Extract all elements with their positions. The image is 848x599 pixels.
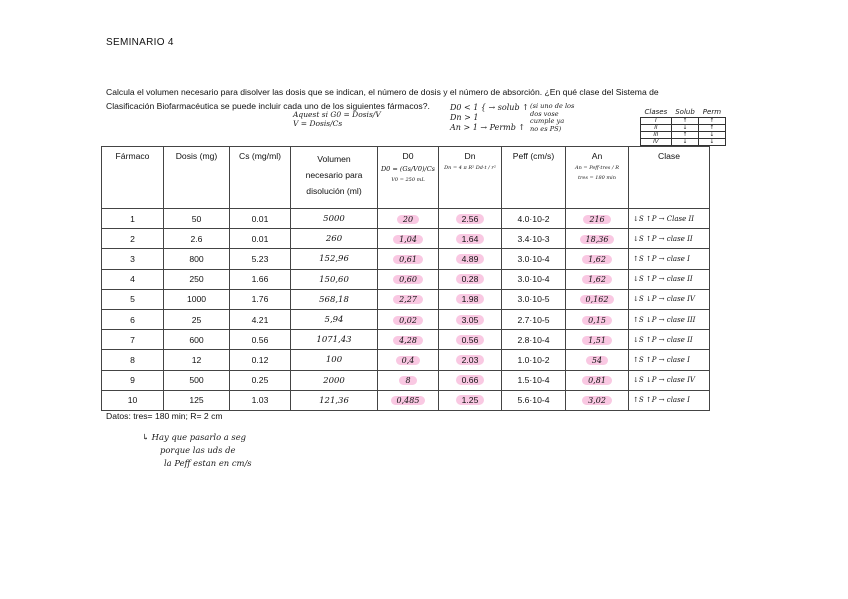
handwritten-note-aside [530,103,574,133]
cell-cs [230,229,291,249]
cell-cs-value: 1.03 [251,395,269,406]
dn-formula: Dn = 4 π R² Dd·t / r² [444,165,496,171]
cell-volumen [291,209,378,229]
cell-dn-value: 0.66 [456,375,485,385]
header-label: necesario para [305,170,363,180]
cell-peff-value: 3.0·10-4 [517,274,550,285]
cell-dosis-value: 600 [189,334,204,345]
cell-clase [629,330,710,350]
cell-peff-value: 3.0·10-4 [517,253,550,264]
note-line: dos vose [530,109,559,118]
cell-an [566,229,629,249]
header-label: Dn [464,151,476,161]
cell-cs [230,209,291,229]
cell-dn [439,350,502,370]
cell-cs-value: 5.23 [251,253,269,264]
cell-volumen-value: 5,94 [324,315,344,326]
cell-cs-value: 4.21 [251,314,269,325]
cell-farmaco [102,269,164,289]
note-line: cumple ya [530,117,565,125]
note-line: porque las uds de [160,445,236,455]
cell-peff-value: 4.0·10-2 [517,213,550,224]
cell-cs [230,330,291,350]
note-line: Aquest si G0 = Dosis/V [293,110,381,119]
cell-dosis [164,229,230,249]
cell-dosis [164,269,230,289]
cell-peff [502,209,566,229]
handwritten-note-volume [293,110,381,128]
cell-dosis [164,350,230,370]
cell-dosis-value: 1000 [186,294,207,305]
cell-clase-value: ↓S ↑P → clase II [633,234,693,243]
cell-dosis-value: 250 [189,274,204,285]
cell-peff [502,390,566,410]
cell-peff-value: 2.8·10-4 [517,334,550,345]
cell-an [566,370,629,390]
cell-clase [629,209,710,229]
table-row [102,390,710,410]
note-line: la Peff estan en cm/s [164,458,252,468]
drug-table [101,146,710,411]
cell-an-value: 1,62 [582,275,612,284]
cell-farmaco-value: 7 [130,334,135,345]
cell-dosis [164,330,230,350]
cell-farmaco [102,370,164,390]
cell-peff [502,370,566,390]
cell-peff [502,309,566,329]
cell-cs-value: 0.01 [251,213,269,224]
cell-d0-value: 0,60 [393,275,423,284]
cell-d0 [378,269,439,289]
cell-volumen-value: 152,96 [319,254,349,265]
note-line: An > 1 → Permb ↑ [450,123,526,132]
cell-peff-value: 5.6·10-4 [517,395,550,406]
cell-clase-value: ↑S ↑P → clase I [633,254,690,263]
cell-dosis-value: 12 [191,354,202,365]
mini-cell: ↑ [671,132,699,139]
cell-dn-value: 3.05 [456,315,485,325]
header-label: Dosis (mg) [175,151,218,161]
cell-volumen-value: 568,18 [319,294,349,305]
mini-cell: ↑ [699,118,725,125]
table-row [102,309,710,329]
cell-farmaco [102,249,164,269]
cell-cs [230,289,291,309]
cell-an [566,209,629,229]
handwritten-units-note [142,431,252,470]
cell-farmaco [102,309,164,329]
cell-peff [502,289,566,309]
cell-volumen [291,309,378,329]
v0-formula: V0 = 250 mL [391,177,425,183]
cell-clase [629,289,710,309]
cell-dosis-value: 500 [189,375,204,386]
col-header-peff [502,147,566,209]
cell-an [566,390,629,410]
statement-line-2: Clasificación Biofarmacéutica se puede incluir cada uno de los siguientes fármacos?. [106,100,430,111]
cell-farmaco [102,229,164,249]
cell-cs-value: 0.01 [251,233,269,244]
table-row [102,370,710,390]
cell-peff [502,229,566,249]
cell-d0-value: 1,04 [393,235,423,244]
cell-d0-value: 0,4 [396,356,421,365]
cell-dosis-value: 800 [189,253,204,264]
cell-cs [230,269,291,289]
mini-cell: I [641,118,672,125]
cell-d0-value: 4,28 [393,336,423,345]
cell-dn [439,269,502,289]
cell-dosis [164,390,230,410]
cell-farmaco [102,209,164,229]
cell-clase [629,390,710,410]
cell-dosis-value: 25 [191,314,202,325]
mini-cell: ↑ [699,125,725,132]
cell-cs [230,249,291,269]
cell-farmaco-value: 10 [127,395,138,406]
cell-volumen-value: 1071,43 [316,335,352,346]
cell-farmaco-value: 2 [130,233,135,244]
table-row [102,209,710,229]
cell-dn [439,370,502,390]
cell-d0 [378,209,439,229]
header-label: Peff (cm/s) [512,151,555,161]
an-formula: An = Peff·tres / R [575,165,619,171]
cell-clase [629,309,710,329]
note-line: D0 < 1 { → solub ↑ [450,103,529,112]
cell-peff [502,249,566,269]
d0-formula: D0 = (Gs/V0)/Cs [380,165,436,173]
cell-dn [439,209,502,229]
cell-peff [502,350,566,370]
cell-peff [502,269,566,289]
table-row [102,350,710,370]
cell-clase-value: ↓S ↑P → Clase II [633,214,695,223]
cell-dn-value: 2.03 [456,355,485,365]
cell-volumen [291,249,378,269]
cell-dosis-value: 50 [191,213,202,224]
cell-an-value: 18,36 [580,235,615,244]
note-line: Dn > 1 [450,113,479,122]
cell-an [566,269,629,289]
cell-farmaco [102,390,164,410]
cell-cs-value: 0.25 [251,375,269,386]
cell-dn [439,289,502,309]
cell-clase-value: ↓S ↑P → clase II [633,335,693,344]
cell-dosis [164,209,230,229]
header-label: Cs (mg/ml) [238,151,281,161]
cell-dn-value: 0.56 [456,335,485,345]
cell-dn [439,249,502,269]
cell-dn-value: 0.28 [456,274,485,284]
cell-cs [230,309,291,329]
cell-dn-value: 1.25 [456,395,485,405]
cell-farmaco [102,289,164,309]
cell-peff-value: 3.4·10-3 [517,233,550,244]
header-label: Clase [658,151,680,161]
cell-d0-value: 0,02 [393,316,423,325]
cell-d0-value: 8 [399,376,416,385]
cell-cs [230,350,291,370]
cell-an-value: 1,51 [582,336,612,345]
cell-volumen [291,350,378,370]
cell-dosis [164,309,230,329]
cell-cs-value: 1.76 [251,294,269,305]
cell-clase-value: ↓S ↓P → clase IV [633,295,695,304]
mini-cell: ↓ [699,132,725,139]
cell-an [566,350,629,370]
header-label: disolución (ml) [306,186,362,196]
cell-farmaco-value: 1 [130,213,135,224]
mini-cell: ↑ [671,118,699,125]
table-row [102,330,710,350]
cell-dn [439,330,502,350]
table-row [102,229,710,249]
cell-dosis [164,370,230,390]
mini-cell: II [641,125,672,132]
mini-header: Clases [644,108,668,116]
cell-an-value: 54 [586,356,608,365]
mini-cell: III [641,132,672,139]
cell-volumen [291,330,378,350]
table-row [102,289,710,309]
col-header-dosis [164,147,230,209]
cell-volumen [291,289,378,309]
col-header-an [566,147,629,209]
tres-formula: tres = 180 min [578,175,616,181]
cell-dn-value: 2.56 [456,214,485,224]
cell-dosis [164,289,230,309]
cell-volumen-value: 150,60 [319,274,349,285]
mini-cell: ↓ [699,139,725,146]
cell-dn [439,390,502,410]
cell-peff-value: 2.7·10-5 [517,314,550,325]
cell-cs [230,390,291,410]
note-line: (si uno de los [530,102,575,110]
table-row [102,269,710,289]
cell-peff-value: 1.0·10-2 [517,354,550,365]
cell-dosis-value: 2.6 [190,233,203,244]
cell-d0 [378,309,439,329]
cell-cs-value: 1.66 [251,274,269,285]
header-label: An [591,151,603,161]
cell-d0-value: 0,61 [393,255,423,264]
cell-an-value: 0,15 [582,316,612,325]
cell-d0-value: 2,27 [393,295,423,304]
cell-farmaco [102,330,164,350]
cell-d0-value: 0,485 [391,396,426,405]
mini-cell: ↓ [671,139,699,146]
note-line: ↳ Hay que pasarlo a seg [142,432,247,442]
cell-clase [629,269,710,289]
cell-volumen-value: 260 [325,234,343,245]
col-header-volumen [291,147,378,209]
table-row [102,249,710,269]
cell-an-value: 1,62 [582,255,612,264]
cell-an [566,249,629,269]
cell-dosis [164,249,230,269]
table-header-row [102,147,710,209]
cell-clase [629,249,710,269]
col-header-dn [439,147,502,209]
cell-volumen-value: 100 [325,355,343,366]
cell-peff [502,330,566,350]
cell-dn-value: 1.98 [456,294,485,304]
cell-an [566,330,629,350]
cell-clase [629,229,710,249]
mini-cell: ↓ [671,125,699,132]
cell-clase-value: ↑S ↓P → clase III [633,315,696,324]
cell-clase-value: ↓S ↑P → clase II [633,275,693,284]
cell-farmaco-value: 5 [130,294,135,305]
note-line: no es PS) [530,124,562,133]
mini-cell: IV [641,139,672,146]
cell-an [566,309,629,329]
cell-d0 [378,249,439,269]
cell-farmaco-value: 3 [130,253,135,264]
cell-cs-value: 0.12 [251,354,269,365]
cell-volumen-value: 121,36 [319,395,349,406]
cell-clase [629,370,710,390]
mini-header: Perm [702,108,722,116]
bcs-class-mini-table [640,109,726,146]
cell-d0 [378,350,439,370]
header-label: D0 [402,151,414,161]
cell-clase-value: ↓S ↓P → clase IV [633,376,695,385]
cell-farmaco-value: 9 [130,375,135,386]
cell-peff-value: 1.5·10-4 [517,375,550,386]
cell-peff-value: 3.0·10-5 [517,294,550,305]
note-line: V = Dosis/Cs [293,119,343,128]
cell-dn-value: 1.64 [456,234,485,244]
header-label: Volumen [317,154,351,164]
cell-farmaco-value: 4 [130,274,135,285]
cell-clase [629,350,710,370]
col-header-cs [230,147,291,209]
col-header-d0 [378,147,439,209]
cell-volumen-value: 2000 [323,375,345,386]
data-note: Datos: tres= 180 min; R= 2 cm [106,411,223,421]
cell-an-value: 3,02 [582,396,612,405]
cell-d0 [378,370,439,390]
cell-dn [439,229,502,249]
cell-volumen [291,269,378,289]
cell-farmaco-value: 8 [130,354,135,365]
cell-d0 [378,390,439,410]
mini-header: Solub [675,108,695,116]
cell-cs [230,370,291,390]
cell-d0 [378,330,439,350]
cell-farmaco [102,350,164,370]
cell-d0 [378,229,439,249]
cell-d0 [378,289,439,309]
cell-volumen [291,370,378,390]
col-header-farmaco [102,147,164,209]
statement-line-1: Calcula el volumen necesario para disolver las dosis que se indican, el número de dosis y el número de absorción. ¿En qué clase del Sistema de [106,87,659,97]
cell-clase-value: ↑S ↑P → clase I [633,396,690,405]
cell-dn [439,309,502,329]
cell-an-value: 216 [583,215,610,224]
handwritten-note-criteria [450,103,529,133]
cell-volumen [291,229,378,249]
cell-an-value: 0,162 [580,295,615,304]
cell-farmaco-value: 6 [130,314,135,325]
cell-dosis-value: 125 [189,395,204,406]
cell-an-value: 0,81 [582,376,612,385]
page-title: SEMINARIO 4 [106,37,174,48]
cell-clase-value: ↑S ↑P → clase I [633,355,690,364]
cell-d0-value: 20 [397,215,419,224]
header-label: Fármaco [115,151,150,161]
cell-volumen [291,390,378,410]
cell-dn-value: 4.89 [456,254,485,264]
col-header-clase [629,147,710,209]
cell-cs-value: 0.56 [251,334,269,345]
cell-volumen-value: 5000 [323,214,345,225]
cell-an [566,289,629,309]
